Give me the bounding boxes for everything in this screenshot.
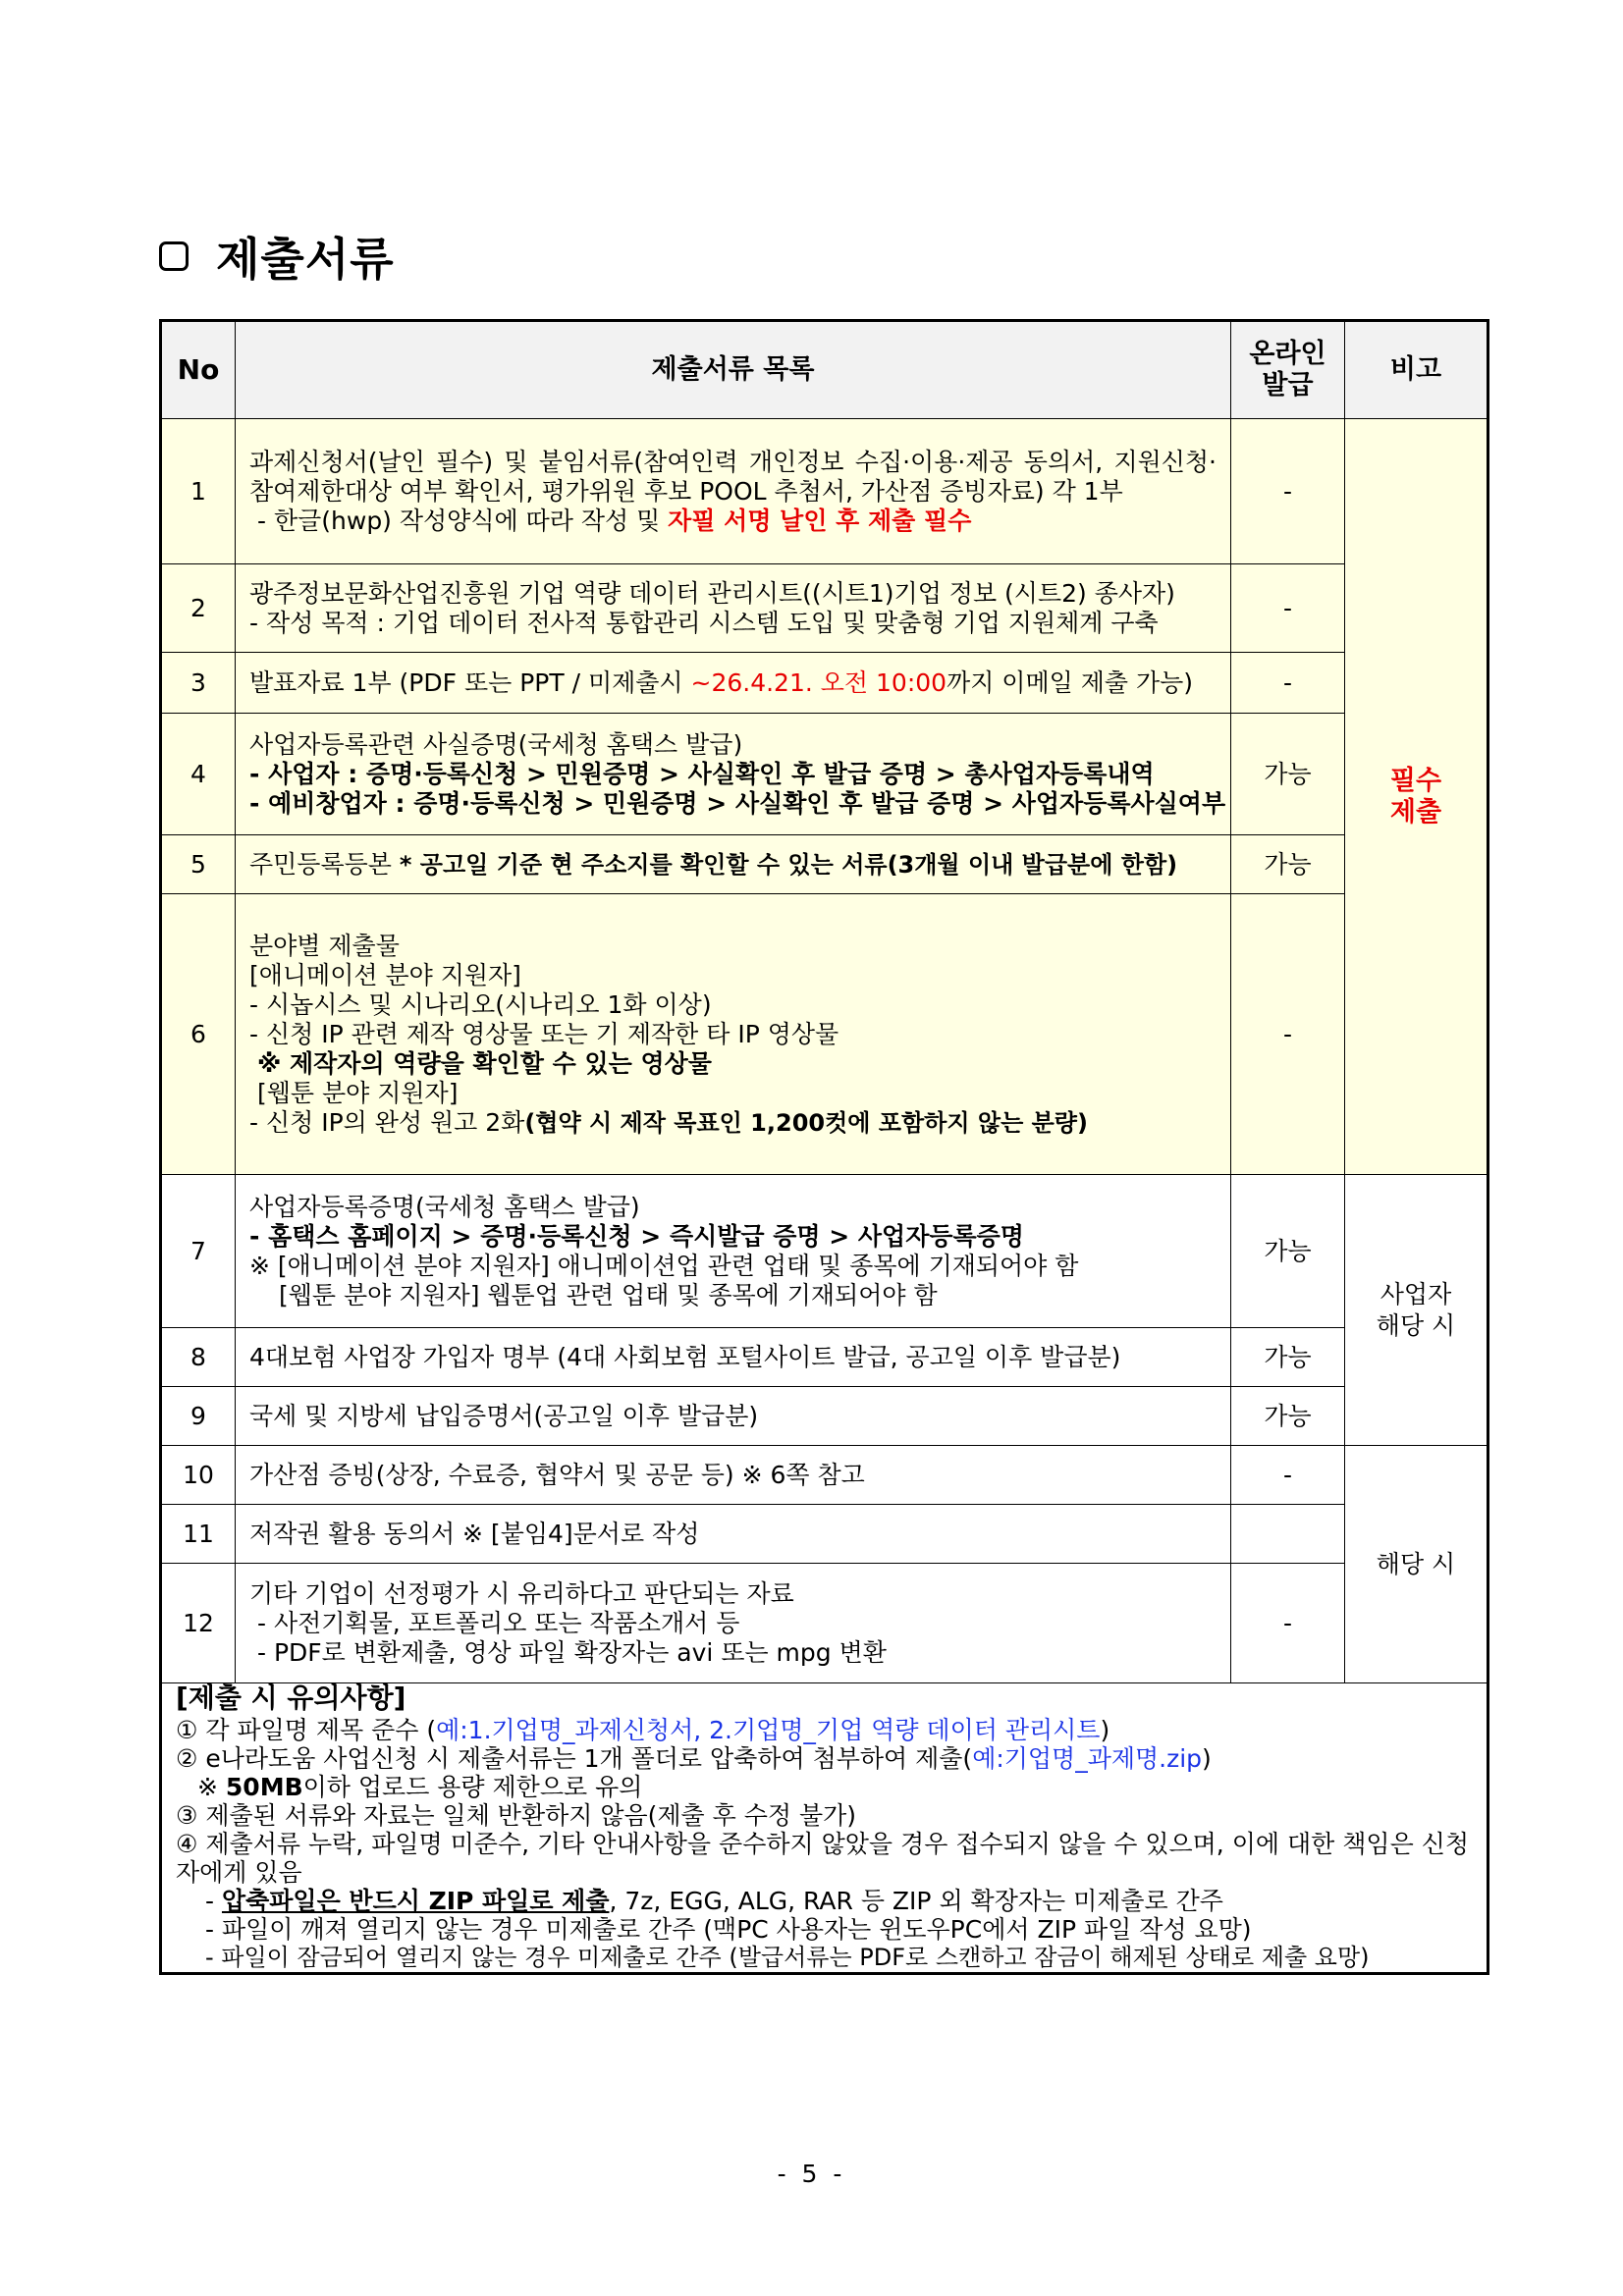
- row-document: [236, 1446, 1231, 1505]
- row-subtext: - 예비창업자 : 증명·등록신청 > 민원증명 > 사실확인 후 발급 증명 > 사업자등록사실여부: [249, 788, 1226, 818]
- precautions-box: [161, 1683, 1488, 1974]
- checkbox-icon: [159, 241, 189, 271]
- row-online: -: [1231, 1446, 1345, 1505]
- precaution-subitem-2: - 파일이 깨져 열리지 않는 경우 미제출로 간주 (맥PC 사용자는 윈도우PC에서 ZIP 파일 작성 요망): [205, 1915, 1252, 1944]
- precaution-subitem-1: - 압축파일은 반드시 ZIP 파일로 제출, 7z, EGG, ALG, RAR 등 ZIP 외 확장자는 미제출로 간주: [205, 1887, 1223, 1915]
- precaution-item-2-note: ※ 50MB이하 업로드 용량 제한으로 유의: [197, 1773, 643, 1801]
- row-number: 3: [161, 653, 236, 714]
- table-row: [161, 1175, 1488, 1328]
- row-subtext: [웹툰 분야 지원자]: [257, 1078, 459, 1107]
- precaution-subitem-3: - 파일이 잠금되어 열리지 않는 경우 미제출로 간주 (발급서류는 PDF로 스캔하고 잠금이 해제된 상태로 제출 요망): [205, 1944, 1370, 1971]
- row-number: 12: [161, 1564, 236, 1683]
- table-row: [161, 714, 1488, 835]
- precaution-item-2: ② e나라도움 사업신청 시 제출서류는 1개 폴더로 압축하여 첨부하여 제출(예:기업명_과제명.zip): [176, 1744, 1212, 1773]
- row-document: [236, 564, 1231, 653]
- table-row: [161, 1328, 1488, 1387]
- zip-required-text: 압축파일은 반드시 ZIP 파일로 제출: [221, 1887, 610, 1915]
- precaution-item-1: ① 각 파일명 제목 준수 (예:1.기업명_과제신청서, 2.기업명_기업 역량 데이터 관리시트): [176, 1716, 1110, 1744]
- row-text: 4대보험 사업장 가입자 명부 (4대 사회보험 포털사이트 발급, 공고일 이후 발급분): [249, 1342, 1121, 1371]
- row-number: 2: [161, 564, 236, 653]
- row-text: 기타 기업이 선정평가 시 유리하다고 판단되는 자료: [249, 1578, 794, 1608]
- precautions-row: [161, 1683, 1488, 1974]
- row-document: [236, 714, 1231, 835]
- page-number: - 5 -: [777, 2160, 846, 2188]
- header-note: 비고: [1345, 321, 1488, 419]
- row-subtext: - 신청 IP의 완성 원고 2화: [249, 1107, 525, 1137]
- table-row: [161, 835, 1488, 894]
- row-online: -: [1231, 894, 1345, 1175]
- row-online: 가능: [1231, 1328, 1345, 1387]
- row-online: -: [1231, 653, 1345, 714]
- precautions-title: [제출 시 유의사항]: [176, 1682, 406, 1714]
- row-bold-note: * 공고일 기준 현 주소지를 확인할 수 있는 서류(3개월 이내 발급분에 한함): [399, 850, 1178, 879]
- row-number: 4: [161, 714, 236, 835]
- deadline-text: ~26.4.21. 오전 10:00: [690, 667, 947, 697]
- row-text-suffix: 까지 이메일 제출 가능): [947, 667, 1194, 697]
- note-business-applicable: 사업자 해당 시: [1345, 1175, 1488, 1446]
- precaution-item-3: ③ 제출된 서류와 자료는 일체 반환하지 않음(제출 후 수정 불가): [176, 1801, 857, 1830]
- row-number: 8: [161, 1328, 236, 1387]
- size-limit: 50MB: [225, 1773, 303, 1801]
- row-online: 가능: [1231, 835, 1345, 894]
- row-online: 가능: [1231, 714, 1345, 835]
- row-document: [236, 1175, 1231, 1328]
- row-text: 주민등록등본: [249, 849, 400, 879]
- row-subtext-prefix: - 한글(hwp) 작성양식에 따라 작성 및: [257, 506, 669, 535]
- row-document: [236, 1505, 1231, 1564]
- table-row: [161, 1446, 1488, 1505]
- row-online: -: [1231, 1564, 1345, 1683]
- row-text: 사업자등록증명(국세청 홈택스 발급): [249, 1192, 640, 1221]
- row-online: 가능: [1231, 1175, 1345, 1328]
- row-text: 광주정보문화산업진흥원 기업 역량 데이터 관리시트((시트1)기업 정보 (시트2) 종사자): [249, 578, 1175, 608]
- row-subtext: - PDF로 변환제출, 영상 파일 확장자는 avi 또는 mpg 변환: [257, 1637, 887, 1667]
- row-subtext: [249, 507, 1217, 536]
- row-document: [236, 1328, 1231, 1387]
- row-number: 9: [161, 1387, 236, 1446]
- page-title: 제출서류: [216, 233, 395, 286]
- row-text: 국세 및 지방세 납입증명서(공고일 이후 발급분): [249, 1401, 759, 1430]
- row-subtext: [애니메이션 분야 지원자]: [249, 960, 521, 989]
- header-document-list: 제출서류 목록: [236, 321, 1231, 419]
- row-text: 사업자등록관련 사실증명(국세청 홈택스 발급): [249, 729, 743, 759]
- row-document: [236, 1387, 1231, 1446]
- row-subtext: ※ [애니메이션 분야 지원자] 애니메이션업 관련 업태 및 종목에 기재되어야 함: [249, 1251, 1079, 1280]
- row-number: 10: [161, 1446, 236, 1505]
- table-row: [161, 894, 1488, 1175]
- note-required: 필수 제출: [1345, 419, 1488, 1175]
- note-applicable: 해당 시: [1345, 1446, 1488, 1683]
- row-document: [236, 419, 1231, 564]
- row-document: [236, 835, 1231, 894]
- table-row: [161, 653, 1488, 714]
- row-bold-note: (협약 시 제작 목표인 1,200컷에 포함하지 않는 분량): [524, 1108, 1088, 1137]
- table-row: [161, 1564, 1488, 1683]
- submission-documents-table: [159, 319, 1489, 1975]
- row-text: 저작권 활용 동의서 ※ [붙임4]문서로 작성: [249, 1519, 700, 1548]
- row-subtext: - 사전기획물, 포트폴리오 또는 작품소개서 등: [257, 1608, 740, 1637]
- row-document: [236, 894, 1231, 1175]
- row-document: [236, 653, 1231, 714]
- table-header-row: [161, 321, 1488, 419]
- row-number: 1: [161, 419, 236, 564]
- row-document: [236, 1564, 1231, 1683]
- row-online: 가능: [1231, 1387, 1345, 1446]
- row-subtext: - 홈택스 홈페이지 > 증명·등록신청 > 즉시발급 증명 > 사업자등록증명: [249, 1221, 1024, 1251]
- row-subtext: - 사업자 : 증명·등록신청 > 민원증명 > 사실확인 후 발급 증명 > 총사업자등록내역: [249, 759, 1155, 788]
- table-row: [161, 1387, 1488, 1446]
- row-text: 가산점 증빙(상장, 수료증, 협약서 및 공문 등) ※ 6쪽 참고: [249, 1460, 865, 1489]
- row-online: -: [1231, 419, 1345, 564]
- row-number: 6: [161, 894, 236, 1175]
- row-online: -: [1231, 564, 1345, 653]
- table-row: [161, 564, 1488, 653]
- section-heading: [159, 224, 395, 289]
- row-text: 과제신청서(날인 필수) 및 붙임서류(참여인력 개인정보 수집·이용·제공 동의서, 지원신청·참여제한대상 여부 확인서, 평가위원 후보 POOL 추첨서, 가산점 증빙자료) 각 1부: [249, 447, 1217, 506]
- row-text: 발표자료 1부 (PDF 또는 PPT / 미제출시: [249, 667, 691, 697]
- table-row: [161, 1505, 1488, 1564]
- row-number: 11: [161, 1505, 236, 1564]
- row-online: [1231, 1505, 1345, 1564]
- row-subtext: [웹툰 분야 지원자] 웹툰업 관련 업태 및 종목에 기재되어야 함: [279, 1280, 938, 1309]
- header-no: No: [161, 321, 236, 419]
- table-row: [161, 419, 1488, 564]
- row-subtext: - 신청 IP 관련 제작 영상물 또는 기 제작한 타 IP 영상물: [249, 1019, 839, 1048]
- row-number: 5: [161, 835, 236, 894]
- row-number: 7: [161, 1175, 236, 1328]
- row-subtext: - 작성 목적 : 기업 데이터 전사적 통합관리 시스템 도입 및 맞춤형 기업 지원체계 구축: [249, 608, 1159, 637]
- precaution-item-4: ④ 제출서류 누락, 파일명 미준수, 기타 안내사항을 준수하지 않았을 경우 접수되지 않을 수 있으며, 이에 대한 책임은 신청자에게 있음: [176, 1830, 1469, 1887]
- row-subtext: ※ 제작자의 역량을 확인할 수 있는 영상물: [257, 1048, 712, 1078]
- required-signature-text: 자필 서명 날인 후 제출 필수: [668, 506, 972, 535]
- row-subtext: - 시놉시스 및 시나리오(시나리오 1화 이상): [249, 989, 712, 1019]
- filename-example: 예:1.기업명_과제신청서, 2.기업명_기업 역량 데이터 관리시트: [436, 1716, 1101, 1744]
- header-online-issuance: 온라인 발급: [1231, 321, 1345, 419]
- row-text: 분야별 제출물: [249, 931, 400, 960]
- zip-example: 예:기업명_과제명.zip: [972, 1744, 1203, 1773]
